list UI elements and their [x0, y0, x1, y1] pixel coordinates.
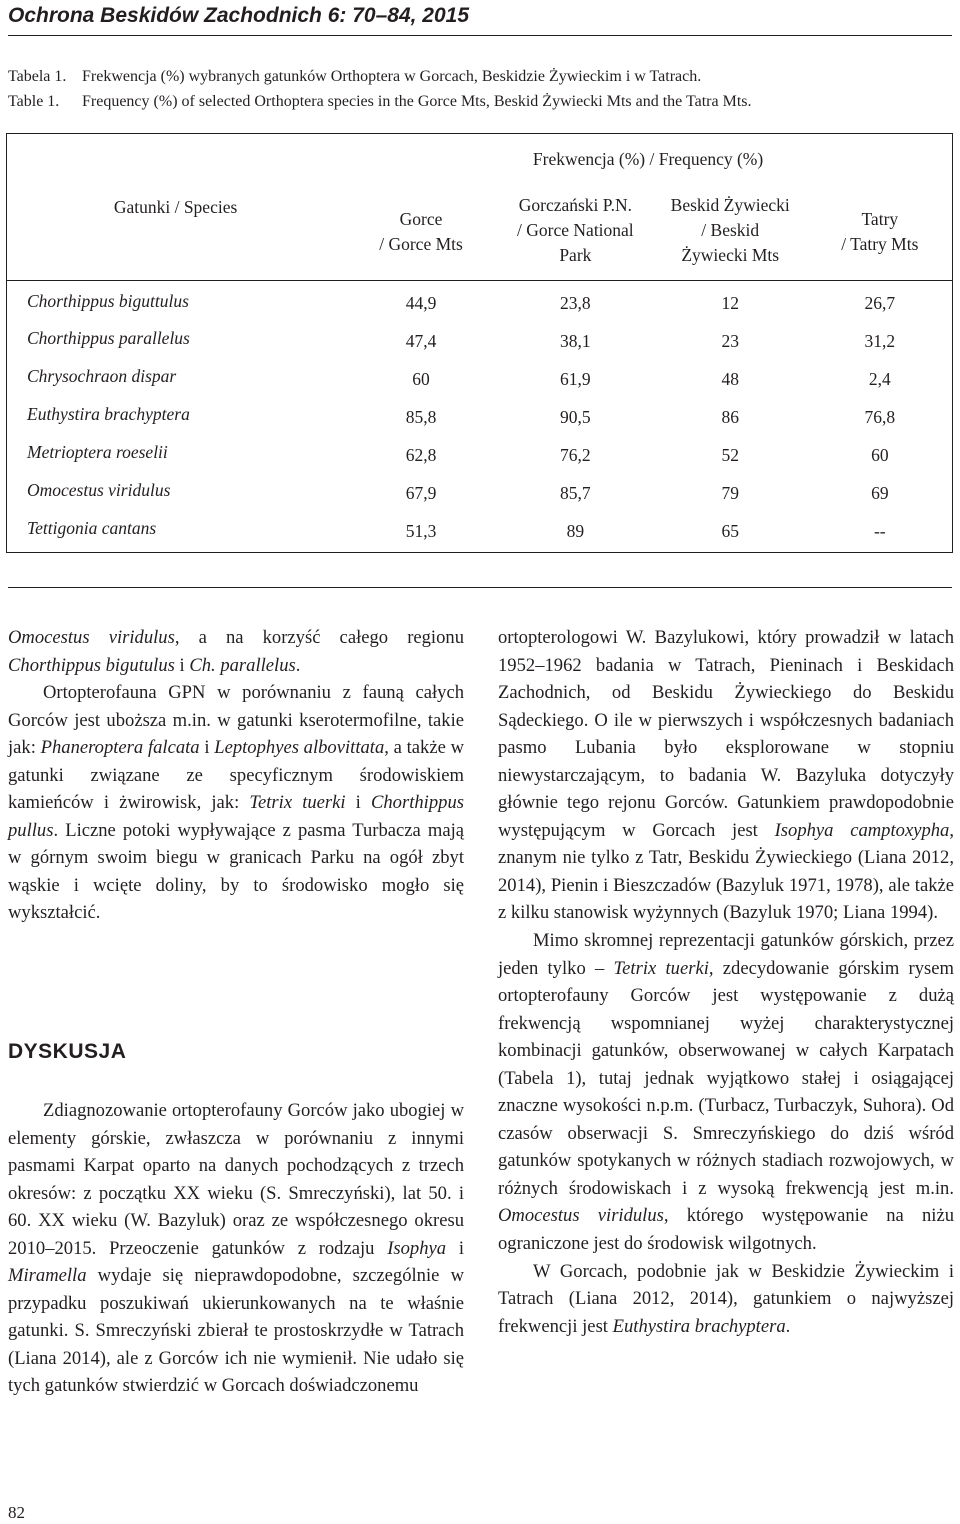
column-header-line: Tatry — [861, 208, 899, 229]
species-cell: Chorthippus biguttulus — [7, 280, 345, 318]
frequency-table — [6, 133, 953, 553]
text-run: , a także w gatunki związane ze specyficznym środowiskiem kamieńców i żwirowisk, jak: — [8, 737, 465, 814]
journal-header: Ochrona Beskidów Zachodnich 6: 70–84, 2015 — [8, 4, 470, 27]
paragraph — [498, 927, 954, 1258]
text-run: wydaje się nieprawdopodobne, szczególnie w przypadku poszukiwań ukierunkowanych na te właśnie gatunki. S. Smreczyński zbierał te prostoskrzydłe w Tatrach (Liana 2014), ale z Gorców ich nie wymienił. Nie udało się tych gatunków stwierdzić w Gorcach doświadczonemu — [8, 1265, 464, 1397]
column-header-line: Park — [559, 245, 592, 265]
table-row — [7, 394, 953, 432]
value-cell: 51,3 — [344, 508, 498, 552]
section-heading-dyskusja: DYSKUSJA — [8, 1040, 127, 1063]
column-header-line: Beskid Żywiecki — [670, 195, 790, 215]
value-cell: 44,9 — [405, 293, 437, 313]
value-cell: 79 — [721, 483, 739, 503]
species-cell: Omocestus viridulus — [7, 470, 345, 508]
value-cell: 89 — [498, 508, 653, 552]
value-cell: 23,8 — [560, 293, 591, 313]
table-row — [7, 356, 953, 394]
caption-pl-label: Tabela 1. — [8, 68, 67, 85]
column-header-gorce — [344, 182, 498, 280]
value-cell: 90,5 — [560, 407, 591, 427]
column-header-line: / Gorce Mts — [379, 233, 463, 254]
table-row — [7, 470, 953, 508]
value-cell: 48 — [721, 369, 739, 389]
header-rule — [8, 35, 952, 36]
value-cell: 12 — [721, 293, 739, 313]
species-cell: Euthystira brachyptera — [7, 394, 345, 432]
column-header-line: Gorczański P.N. — [518, 195, 632, 215]
value-cell: 76,2 — [560, 445, 591, 465]
species-name: Isophya camptoxypha — [774, 819, 950, 841]
text-run: , którego występowanie na niżu ograniczone jest do środowisk wilgotnych. — [498, 1205, 954, 1255]
table-row — [7, 508, 953, 552]
value-cell: 2,4 — [808, 356, 953, 394]
species-cell: Metrioptera roeselii — [7, 432, 345, 470]
column-header-line: / Tatry Mts — [841, 233, 919, 254]
value-cell: 85,8 — [405, 407, 437, 427]
species-name: Leptophyes albovittata — [214, 737, 385, 759]
value-cell: 47,4 — [405, 331, 437, 351]
text-run: ortopterologowi W. Bazylukowi, który prowadził w latach 1952–1962 badania w Tatrach, Pieninach i Beskidach Zachodnich, od Beskidu Żywieckiego do Beskidu Sądeckiego. O ile w pierwszych i współczesnych badaniach pasmo Lubania było eksplorowane w stopniu niewystarczającym, to badania W. Bazyluka dotyczyły głównie tego rejonu Gorców. Gatunkiem prawdopodobnie występującym w Gorcach jest — [498, 627, 954, 841]
page-number: 82 — [8, 1503, 25, 1522]
paragraph — [8, 624, 464, 679]
right-text-column — [498, 624, 954, 1340]
species-cell: Chrysochraon dispar — [7, 356, 345, 394]
table-row — [7, 318, 953, 356]
text-run: , a na korzyść całego regionu — [174, 627, 464, 648]
section-separator — [8, 587, 952, 588]
frequency-group-header: Frekwencja (%) / Frequency (%) — [344, 134, 952, 182]
value-cell: 26,7 — [808, 280, 953, 318]
value-cell: 60 — [808, 432, 953, 470]
value-cell: 60 — [412, 369, 430, 389]
species-name: Tetrix tuerki — [613, 957, 709, 979]
value-cell: 86 — [721, 407, 739, 427]
text-run: . — [295, 654, 301, 676]
column-header-tatry — [808, 182, 953, 280]
species-name: Phaneroptera falcata — [40, 737, 200, 759]
table-row — [7, 280, 953, 318]
species-cell: Tettigonia cantans — [7, 508, 345, 552]
species-column-header: Gatunki / Species — [113, 197, 238, 217]
text-run: i — [174, 654, 190, 676]
value-cell: 62,8 — [405, 445, 437, 465]
value-cell: -- — [808, 508, 953, 552]
value-cell: 76,8 — [808, 394, 953, 432]
text-run: . Liczne potoki wypływające z pasma Turbacza mają w górnym swoim biegu w granicach Parku na ogół zbyt wąskie i wcięte doliny, by to środowisko mogło się wykształcić. — [8, 819, 464, 924]
value-cell: 31,2 — [808, 318, 953, 356]
text-run: i — [199, 737, 215, 759]
value-cell: 65 — [653, 508, 808, 552]
paragraph — [8, 1097, 464, 1400]
column-header-line: Żywiecki Mts — [681, 245, 780, 265]
column-header-line: / Gorce National — [517, 220, 634, 240]
species-name: Ch. parallelus — [189, 654, 296, 676]
text-run: Ortopterofauna GPN w porównaniu z fauną całych Gorców jest uboższa m.in. w gatunki kserotermofilne, takie jak: — [8, 682, 464, 759]
species-name: Omocestus viridulus — [8, 627, 175, 648]
species-name: Omocestus viridulus — [498, 1205, 664, 1227]
table-row — [7, 432, 953, 470]
table-caption-en — [8, 92, 752, 112]
value-cell: 23 — [721, 331, 739, 351]
paragraph — [498, 1258, 954, 1341]
text-run: , zdecydowanie górskim rysem ortopterofauny Gorców jest występowanie z dużą frekwencją wspomnianej wyżej charakterystycznej kombinacji gatunków, obserwowanej w całych Karpatach (Tabela 1), tutaj jednak wyjątkowo stałej i osiągającej znaczne wysokości n.p.m. (Turbacz, Turbaczyk, Suhora). Od czasów obserwacji S. Smreczyńskiego do dziś wśród gatunków spotykanych w różnych stadiach rozwojowych, w różnych środowiskach i z wysoką frekwencją jest m.in. — [498, 957, 954, 1199]
column-header-line: Gorce — [399, 208, 443, 229]
species-name: Tetrix tuerki — [249, 792, 346, 814]
caption-en-label: Table 1. — [8, 93, 60, 110]
value-cell: 85,7 — [560, 483, 591, 503]
text-run: Zdiagnozowanie ortopterofauny Gorców jako ubogiej w elementy górskie, zwłaszcza w porównaniu z innymi pasmami Karpat oparto na danych pochodzących z trzech okresów: z początku XX wieku (S. Smreczyński), lat 50. i 60. XX wieku (W. Bazyluk) oraz ze współczesnego okresu 2010–2015. Przeoczenie gatunków z rodzaju — [8, 1100, 464, 1259]
species-name: Chorthippus pullus — [8, 792, 464, 841]
text-run: Mimo skromnej reprezentacji gatunków górskich, przez jeden tylko – — [498, 930, 954, 979]
species-name: Miramella — [8, 1265, 87, 1287]
value-cell: 69 — [808, 470, 953, 508]
left-text-column-lower — [8, 1097, 464, 1400]
column-header-line: / Beskid — [701, 220, 760, 240]
species-cell: Chorthippus parallelus — [7, 318, 345, 356]
value-cell: 38,1 — [560, 331, 591, 351]
column-header-gpn — [498, 182, 653, 280]
species-name: Chorthippus bigutulus — [8, 654, 175, 676]
text-run: . — [785, 1315, 791, 1337]
value-cell: 61,9 — [560, 369, 591, 389]
text-run: i — [446, 1237, 464, 1259]
text-run: W Gorcach, podobnie jak w Beskidzie Żywieckim i Tatrach (Liana 2012, 2014), gatunkiem o najwyższej frekwencji jest — [498, 1260, 954, 1337]
value-cell: 52 — [721, 445, 739, 465]
column-header-beskid — [653, 182, 808, 280]
paragraph — [498, 624, 954, 927]
caption-pl-text: Frekwencja (%) wybranych gatunków Orthoptera w Gorcach, Beskidzie Żywieckim i w Tatrach. — [82, 68, 702, 85]
table-caption-pl — [8, 67, 701, 87]
text-run: i — [345, 792, 371, 814]
caption-en-text: Frequency (%) of selected Orthoptera species in the Gorce Mts, Beskid Żywiecki Mts and the Tatra Mts. — [82, 93, 752, 110]
value-cell: 67,9 — [405, 483, 437, 503]
text-run: , znanym nie tylko z Tatr, Beskidu Żywieckiego (Liana 2012, 2014), Pienin i Bieszczadów (Bazyluk 1971, 1978), ale także z kilku stanowisk wyżynnych (Bazyluk 1970; Liana 1994). — [498, 819, 954, 924]
paragraph — [8, 679, 464, 927]
species-name: Euthystira brachyptera — [612, 1315, 786, 1337]
species-name: Isophya — [387, 1237, 447, 1259]
left-text-column — [8, 624, 464, 927]
